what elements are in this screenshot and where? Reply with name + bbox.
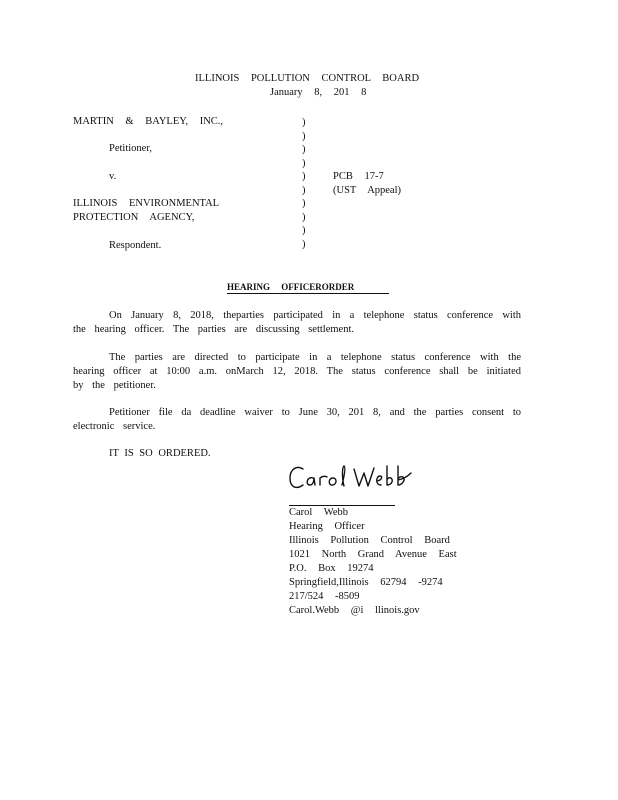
paren: ) (302, 157, 306, 169)
respondent-name-line2: PROTECTION AGENCY, (73, 212, 195, 223)
closing-statement: IT IS SO ORDERED. (109, 448, 211, 459)
paren: ) (302, 211, 306, 223)
order-title-underline (227, 293, 389, 294)
paren: ) (302, 171, 306, 182)
paren: ) (302, 117, 306, 128)
board-name: ILLINOIS POLLUTION CONTROL BOARD (195, 73, 420, 84)
paragraph-1: On January 8, 2018, theparties participated in a telephone status conference with the hearing officer. The parties are discussing settlement. (73, 310, 521, 335)
organization: Illinois Pollution Control Board (289, 535, 450, 546)
signer-title: Hearing Officer (289, 521, 365, 532)
paragraph-3: Petitioner file da deadline waiver to June 30, 201 8, and the parties consent to electronic service. (73, 407, 521, 432)
paren: ) (302, 144, 306, 155)
order-date: January 8, 201 8 (270, 87, 367, 98)
paragraph-2: The parties are directed to participate in a telephone status conference with the hearing officer at 10:00 a.m. onMarch 12, 2018. The status conference shall be initiated by the petitioner. (73, 352, 521, 391)
respondent-name-line1: ILLINOIS ENVIRONMENTAL (73, 198, 220, 209)
case-number: PCB 17-7 (333, 171, 384, 182)
handwritten-signature (287, 463, 417, 497)
caption-parenthesis-column (302, 116, 310, 251)
paren: ) (302, 238, 306, 250)
petitioner-name: MARTIN & BAYLEY, INC., (73, 116, 224, 127)
paren: ) (302, 184, 306, 196)
email-address: Carol.Webb @i llinois.gov (289, 605, 420, 616)
signature-block (289, 506, 457, 618)
signature-text (287, 463, 288, 464)
respondent-role: Respondent. (109, 240, 162, 251)
city-state-zip: Springfield,Illinois 62794 -9274 (289, 577, 443, 588)
petitioner-role: Petitioner, (109, 143, 153, 154)
po-box: P.O. Box 19274 (289, 563, 374, 574)
phone-number: 217/524 -8509 (289, 591, 360, 602)
signer-name: Carol Webb (289, 507, 348, 518)
paren: ) (302, 225, 306, 236)
paren: ) (302, 198, 306, 209)
versus-label: v. (109, 171, 117, 182)
order-title: HEARING OFFICERORDER (227, 282, 355, 292)
street-address: 1021 North Grand Avenue East (289, 549, 457, 560)
paren: ) (302, 130, 306, 142)
case-type: (UST Appeal) (333, 185, 402, 196)
